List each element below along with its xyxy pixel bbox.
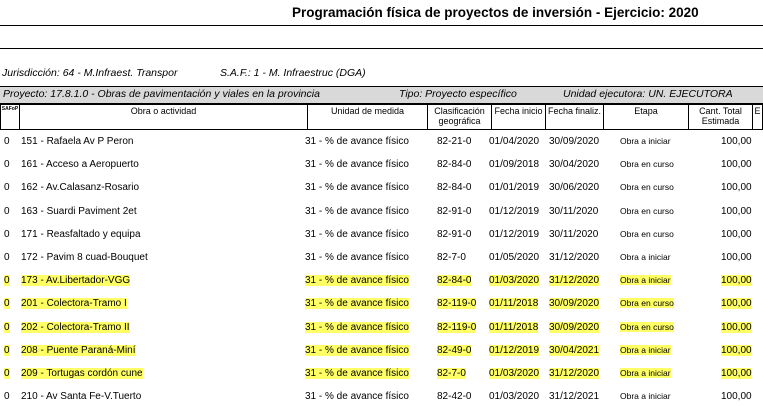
- cell-safop: 0: [4, 391, 10, 403]
- cell-etapa: Obra a iniciar: [620, 275, 671, 286]
- cell-obra: 208 - Puente Paraná-Miní: [21, 344, 136, 356]
- cell-fecha-fin: 30/11/2020: [549, 228, 599, 240]
- table-row: [0, 366, 763, 384]
- cell-fecha-fin: 30/09/2020: [549, 321, 600, 333]
- table-row: [0, 320, 763, 338]
- cell-fecha-fin: 30/11/2020: [549, 205, 599, 217]
- cell-unidad: 31 - % de avance físico: [305, 205, 409, 217]
- table-row: [0, 227, 763, 245]
- cell-clasificacion: 82-84-0: [437, 182, 472, 194]
- cell-fecha-fin: 30/06/2020: [549, 182, 600, 194]
- cell-unidad: 31 - % de avance físico: [305, 344, 409, 356]
- cell-fecha-fin: 30/09/2020: [549, 136, 600, 147]
- tipo-label: Tipo: Proyecto específico: [399, 88, 517, 100]
- cell-cantidad: 100,00: [721, 298, 752, 310]
- cell-safop: 0: [4, 136, 10, 147]
- cell-etapa: Obra en curso: [620, 205, 674, 216]
- cell-safop: 0: [4, 205, 10, 217]
- header-safop: SAFoP: [0, 104, 20, 130]
- header-obra: Obra o actividad: [19, 104, 308, 130]
- cell-fecha-inicio: 01/04/2020: [489, 136, 540, 147]
- cell-safop: 0: [4, 275, 10, 287]
- divider: [0, 48, 763, 49]
- cell-cantidad: 100,00: [721, 205, 752, 217]
- cell-cantidad: 100,00: [721, 228, 752, 240]
- cell-fecha-inicio: 01/03/2020: [489, 391, 540, 403]
- cell-unidad: 31 - % de avance físico: [305, 159, 409, 171]
- cell-etapa: Obra a iniciar: [620, 136, 671, 146]
- table-header: [0, 104, 763, 130]
- cell-cantidad: 100,00: [721, 136, 752, 147]
- header-unidad: Unidad de medida: [307, 104, 428, 130]
- cell-fecha-inicio: 01/09/2018: [489, 159, 540, 171]
- cell-cantidad: 100,00: [721, 368, 752, 379]
- cell-fecha-inicio: 01/12/2019: [489, 205, 540, 217]
- cell-obra: 162 - Av.Calasanz-Rosario: [21, 182, 140, 194]
- cell-etapa: Obra a iniciar: [620, 368, 671, 378]
- cell-fecha-fin: 30/09/2020: [549, 298, 600, 310]
- cell-clasificacion: 82-42-0: [437, 391, 472, 403]
- header-fecha-fin: Fecha finaliz.: [545, 104, 604, 130]
- cell-fecha-inicio: 01/11/2018: [489, 298, 539, 310]
- cell-obra: 173 - Av.Libertador-VGG: [21, 275, 131, 287]
- cell-obra: 151 - Rafaela Av P Peron: [21, 136, 134, 147]
- cell-clasificacion: 82-91-0: [437, 205, 472, 217]
- cell-safop: 0: [4, 344, 10, 356]
- cell-etapa: Obra en curso: [620, 228, 674, 239]
- cell-cantidad: 100,00: [721, 275, 752, 287]
- cell-etapa: Obra en curso: [620, 182, 674, 193]
- cell-fecha-inicio: 01/11/2018: [489, 321, 539, 333]
- cell-safop: 0: [4, 298, 10, 310]
- table-row: [0, 273, 763, 291]
- cell-fecha-inicio: 01/05/2020: [489, 252, 540, 263]
- cell-clasificacion: 82-7-0: [437, 368, 466, 379]
- header-clasificacion: Clasificación geográfica: [427, 104, 492, 130]
- table-row: [0, 343, 763, 361]
- cell-clasificacion: 82-49-0: [437, 344, 472, 356]
- cell-unidad: 31 - % de avance físico: [305, 391, 409, 403]
- table-row: [0, 180, 763, 198]
- jurisdiccion-label: Jurisdicción: 64 - M.Infraest. Transpor: [2, 67, 178, 79]
- cell-fecha-fin: 31/12/2020: [549, 252, 600, 263]
- cell-unidad: 31 - % de avance físico: [305, 298, 409, 310]
- cell-obra: 209 - Tortugas cordón cune: [21, 368, 143, 379]
- cell-safop: 0: [4, 182, 10, 194]
- cell-clasificacion: 82-119-0: [437, 321, 477, 333]
- unidad-ejecutora-label: Unidad ejecutora: UN. EJECUTORA: [563, 88, 733, 100]
- cell-clasificacion: 82-21-0: [437, 136, 472, 147]
- cell-cantidad: 100,00: [721, 321, 752, 333]
- cell-fecha-fin: 31/12/2020: [549, 368, 600, 379]
- cell-obra: 171 - Reasfaltado y equipa: [21, 228, 141, 240]
- cell-cantidad: 100,00: [721, 344, 752, 356]
- table-row: [0, 157, 763, 175]
- cell-cantidad: 100,00: [721, 252, 752, 263]
- cell-fecha-fin: 31/12/2020: [549, 275, 600, 287]
- cell-safop: 0: [4, 228, 10, 240]
- cell-fecha-fin: 30/04/2021: [549, 344, 600, 356]
- cell-unidad: 31 - % de avance físico: [305, 368, 409, 379]
- cell-fecha-fin: 30/04/2020: [549, 159, 600, 171]
- cell-etapa: Obra en curso: [620, 159, 674, 170]
- cell-fecha-inicio: 01/03/2020: [489, 368, 540, 379]
- saf-label: S.A.F.: 1 - M. Infraestruc (DGA): [220, 67, 366, 79]
- header-extra: E: [752, 104, 763, 130]
- cell-unidad: 31 - % de avance físico: [305, 252, 409, 263]
- cell-safop: 0: [4, 321, 10, 333]
- cell-cantidad: 100,00: [721, 182, 752, 194]
- cell-unidad: 31 - % de avance físico: [305, 136, 409, 147]
- table-row: [0, 134, 763, 152]
- cell-obra: 161 - Acceso a Aeropuerto: [21, 159, 139, 171]
- cell-clasificacion: 82-91-0: [437, 228, 472, 240]
- header-etapa: Etapa: [603, 104, 689, 130]
- cell-safop: 0: [4, 159, 10, 171]
- cell-obra: 172 - Pavim 8 cuad-Bouquet: [21, 252, 148, 263]
- cell-fecha-inicio: 01/12/2019: [489, 228, 540, 240]
- cell-clasificacion: 82-84-0: [437, 275, 472, 287]
- header-fecha-inicio: Fecha inicio: [491, 104, 546, 130]
- cell-etapa: Obra a iniciar: [620, 252, 671, 262]
- cell-cantidad: 100,00: [721, 159, 752, 171]
- cell-clasificacion: 82-84-0: [437, 159, 472, 171]
- table-row: [0, 204, 763, 222]
- cell-etapa: Obra a iniciar: [620, 391, 671, 402]
- cell-fecha-inicio: 01/12/2019: [489, 344, 540, 356]
- cell-clasificacion: 82-7-0: [437, 252, 466, 263]
- cell-obra: 210 - Av Santa Fe-V.Tuerto: [21, 391, 142, 403]
- table-row: [0, 296, 763, 314]
- table-row: [0, 389, 763, 407]
- cell-clasificacion: 82-119-0: [437, 298, 477, 310]
- cell-unidad: 31 - % de avance físico: [305, 228, 409, 240]
- cell-cantidad: 100,00: [721, 391, 752, 403]
- divider: [0, 25, 763, 26]
- table-row: [0, 250, 763, 268]
- cell-unidad: 31 - % de avance físico: [305, 182, 409, 194]
- cell-fecha-inicio: 01/03/2020: [489, 275, 540, 287]
- project-band: [0, 86, 763, 104]
- cell-fecha-fin: 31/12/2021: [549, 391, 600, 403]
- cell-safop: 0: [4, 368, 10, 379]
- cell-etapa: Obra en curso: [620, 298, 674, 309]
- page-title: Programación física de proyectos de inversión - Ejercicio: 2020: [292, 5, 699, 20]
- header-cantidad: Cant. Total Estimada: [688, 104, 753, 130]
- cell-obra: 163 - Suardi Paviment 2et: [21, 205, 137, 217]
- cell-etapa: Obra en curso: [620, 321, 674, 332]
- cell-etapa: Obra a iniciar: [620, 344, 671, 355]
- proyecto-label: Proyecto: 17.8.1.0 - Obras de pavimentación y viales en la provincia: [3, 88, 320, 100]
- meta-row: [2, 67, 762, 81]
- cell-unidad: 31 - % de avance físico: [305, 321, 409, 333]
- cell-fecha-inicio: 01/01/2019: [489, 182, 540, 194]
- cell-safop: 0: [4, 252, 10, 263]
- cell-obra: 201 - Colectora-Tramo I: [21, 298, 127, 310]
- cell-obra: 202 - Colectora-Tramo II: [21, 321, 130, 333]
- cell-unidad: 31 - % de avance físico: [305, 275, 409, 287]
